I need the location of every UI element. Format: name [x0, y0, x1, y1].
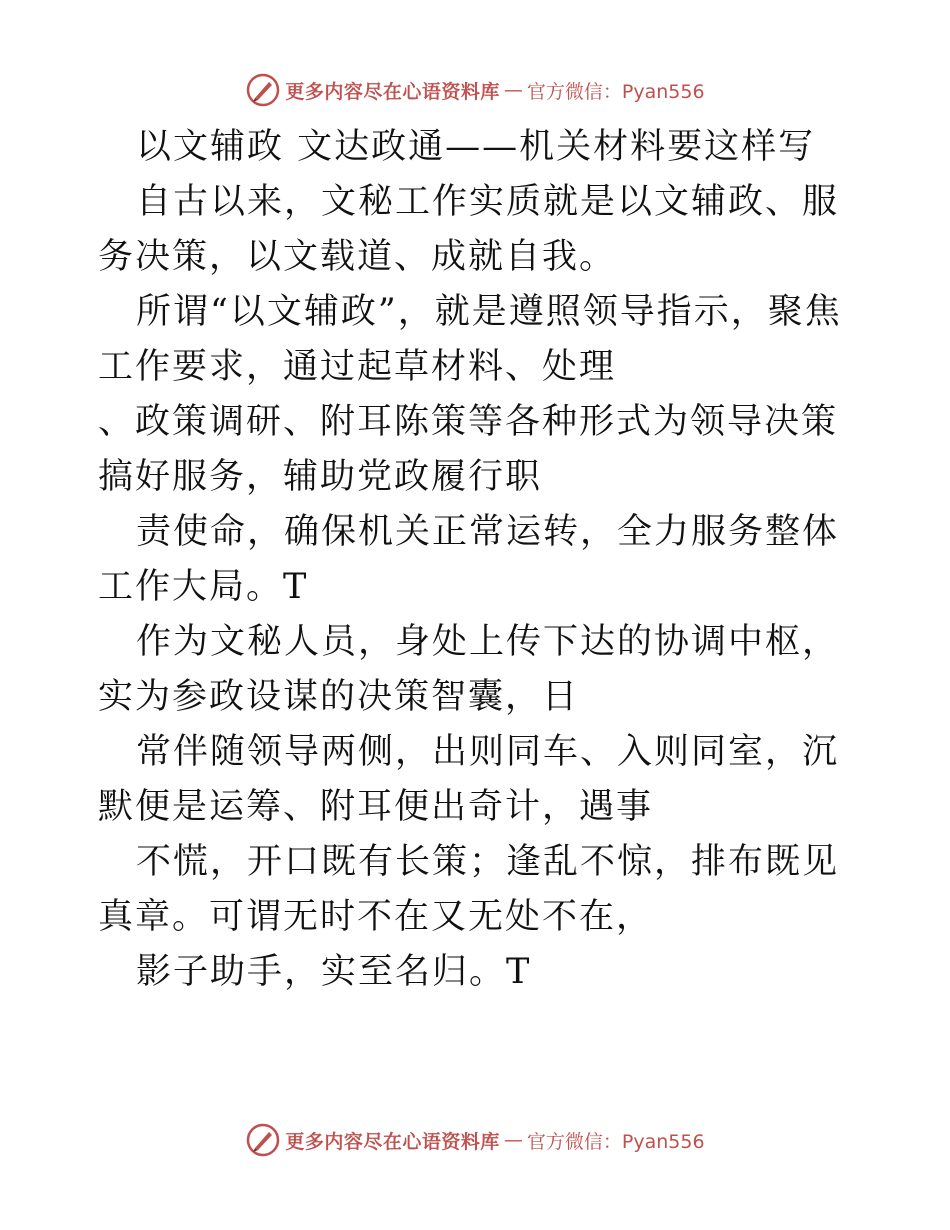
paragraph: 、政策调研、附耳陈策等各种形式为领导决策搞好服务，辅助党政履行职 — [98, 402, 839, 497]
feather-pen-icon — [245, 72, 281, 108]
paragraph: 作为文秘人员，身处上传下达的协调中枢，实为参政设谋的决策智囊，日 — [98, 622, 840, 717]
header-banner — [0, 70, 950, 110]
banner-separator: — — [503, 79, 523, 101]
feather-pen-icon — [245, 1122, 281, 1158]
paragraph: 所谓“以文辅政”，就是遵照领导指示，聚焦工作要求，通过起草材料、处理 — [98, 292, 842, 387]
banner-wechat-text: 官方微信：Pyan556 — [526, 1130, 705, 1153]
banner-site-text: 更多内容尽在心语资料库 — [285, 80, 500, 103]
document-title: 以文辅政 文达政通——机关材料要这样写 — [136, 127, 816, 167]
paragraph: 自古以来，文秘工作实质就是以文辅政、服务决策，以文载道、成就自我。 — [98, 182, 840, 277]
paragraph: 常伴随领导两侧，出则同车、入则同室，沉默便是运筹、附耳便出奇计，遇事 — [98, 732, 840, 827]
paragraph: 责使命，确保机关正常运转，全力服务整体工作大局。T — [98, 512, 840, 607]
paragraph: 不慌，开口既有长策；逢乱不惊，排布既见真章。可谓无时不在又无处不在， — [98, 842, 840, 937]
footer-banner — [0, 1120, 950, 1160]
banner-site-text: 更多内容尽在心语资料库 — [285, 1130, 500, 1153]
banner-separator: — — [503, 1129, 523, 1151]
document-body — [98, 120, 858, 1000]
banner-wechat-text: 官方微信：Pyan556 — [526, 80, 705, 103]
paragraph: 影子助手，实至名归。T — [136, 952, 532, 992]
